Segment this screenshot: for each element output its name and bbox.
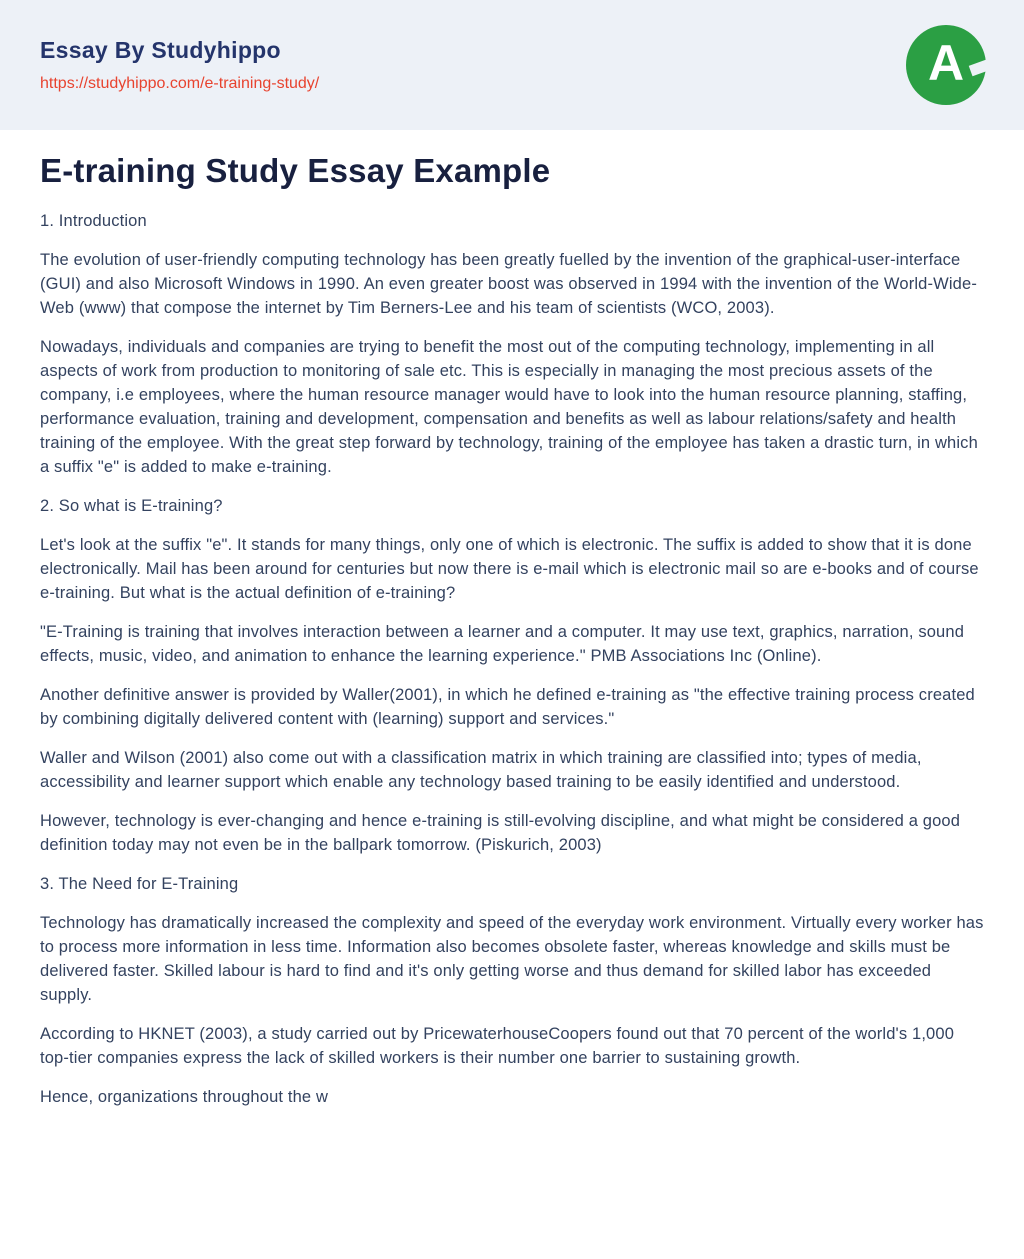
article-url-link[interactable]: https://studyhippo.com/e-training-study/	[40, 75, 320, 92]
essay-paragraph: Technology has dramatically increased the complexity and speed of the everyday work environment. Virtually every worker has to process more information in less time. Information also becomes obsolete faster, whereas knowledge and skills must be delivered faster. Skilled labour is hard to find and it's only getting worse and thus demand for skilled labor has exceeded supply.	[40, 914, 984, 1004]
studyhippo-logo-icon	[906, 25, 986, 105]
essay-paragraph: The evolution of user-friendly computing technology has been greatly fuelled by the invention of the graphical-user-interface (GUI) and also Microsoft Windows in 1990. An even greater boost was observed in 1994 with the invention of the World-Wide-Web (www) that compose the internet by Tim Berners-Lee and his team of scientists (WCO, 2003).	[40, 251, 977, 317]
logo-letter: A	[927, 34, 965, 91]
essay-paragraph: Let's look at the suffix "e". It stands for many things, only one of which is electronic. The suffix is added to show that it is done electronically. Mail has been around for centuries but now there is e-mail which is electronic mail so are e-books and of course e-training. But what is the actual definition of e-training?	[40, 536, 979, 602]
site-title: Essay By Studyhippo	[40, 37, 281, 63]
header-text-block	[40, 37, 319, 93]
section-heading-need-for-etraining: 3. The Need for E-Training	[40, 875, 239, 893]
section-heading-introduction: 1. Introduction	[40, 212, 147, 230]
essay-paragraph: According to HKNET (2003), a study carried out by PricewaterhouseCoopers found out that 70 percent of the world's 1,000 top-tier companies express the lack of skilled workers is their number one barrier to sustaining growth.	[40, 1025, 955, 1067]
article-content	[0, 130, 1024, 1109]
essay-paragraph: "E-Training is training that involves interaction between a learner and a computer. It may use text, graphics, narration, sound effects, music, video, and animation to enhance the learning experience." PMB Associations Inc (Online).	[40, 623, 965, 665]
article-title: E-training Study Essay Example	[40, 152, 551, 189]
logo-notch	[969, 59, 992, 77]
essay-paragraph: Nowadays, individuals and companies are trying to benefit the most out of the computing technology, implementing in all aspects of work from production to monitoring of sale etc. This is especially in managing the most precious assets of the company, i.e employees, where the human resource manager would have to look into the human resource planning, staffing, performance evaluation, training and development, compensation and benefits as well as labour relations/safety and health training of the employee. With the great step forward by technology, training of the employee has taken a drastic turn, in which a suffix "e" is added to make e-training.	[40, 338, 978, 476]
essay-paragraph: Another definitive answer is provided by Waller(2001), in which he defined e-training as "the effective training process created by combining digitally delivered content with (learning) support and services."	[40, 686, 975, 728]
essay-paragraph: However, technology is ever-changing and hence e-training is still-evolving discipline, and what might be considered a good definition today may not even be in the ballpark tomorrow. (Piskurich, 2003)	[40, 812, 961, 854]
essay-paragraph-truncated: Hence, organizations throughout the w	[40, 1088, 329, 1106]
essay-paragraph: Waller and Wilson (2001) also come out with a classification matrix in which training are classified into; types of media, accessibility and learner support which enable any technology based training to be easily identified and understood.	[40, 749, 922, 791]
site-header	[0, 0, 1024, 130]
section-heading-what-is-etraining: 2. So what is E-training?	[40, 497, 223, 515]
